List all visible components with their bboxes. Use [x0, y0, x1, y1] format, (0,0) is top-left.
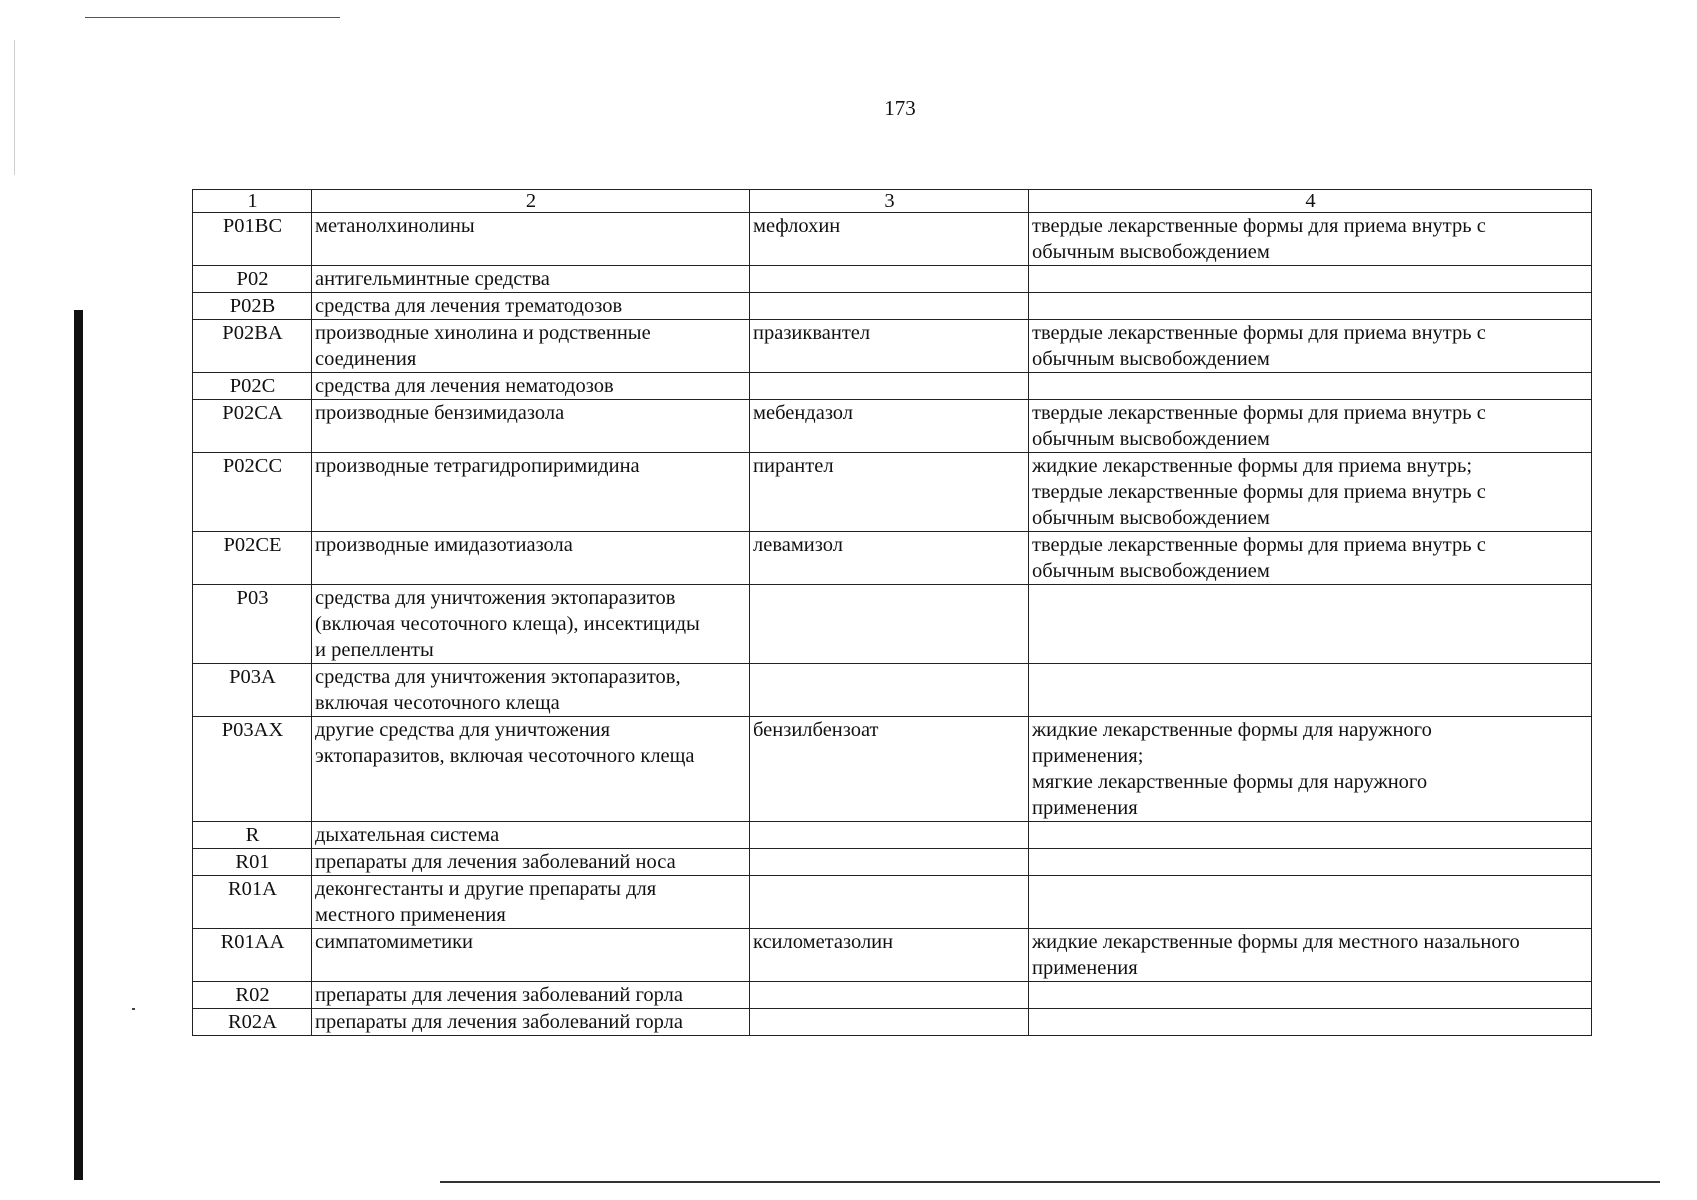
group-name-cell: [312, 585, 750, 664]
table-row: [193, 822, 1592, 849]
group-name-cell: [312, 664, 750, 717]
dosage-forms-cell: [1029, 664, 1592, 717]
group-name-line: производные бензимидазола: [315, 402, 565, 424]
header-cell-2: 2: [312, 190, 750, 213]
group-name-line: средства для лечения трематодозов: [315, 295, 623, 317]
drug-name-cell: левамизол: [750, 532, 1029, 585]
table-row: [193, 320, 1592, 373]
header-cell-1: 1: [193, 190, 312, 213]
dosage-form-line: обычным высвобождением: [1032, 348, 1270, 370]
atc-code-cell: P02CE: [193, 532, 312, 585]
group-name-line: (включая чесоточного клеща), инсектициды: [315, 613, 700, 635]
group-name-cell: [312, 213, 750, 266]
drug-name-cell: [750, 1009, 1029, 1036]
dosage-form-line: жидкие лекарственные формы для местного назального: [1032, 931, 1520, 953]
dosage-form-line: твердые лекарственные формы для приема внутрь с: [1032, 481, 1486, 503]
header-cell-4: 4: [1029, 190, 1592, 213]
table-row: [193, 213, 1592, 266]
drug-name-cell: бензилбензоат: [750, 717, 1029, 822]
group-name-cell: [312, 929, 750, 982]
group-name-line: эктопаразитов, включая чесоточного клеща: [315, 745, 695, 767]
group-name-line: препараты для лечения заболеваний горла: [315, 984, 683, 1006]
group-name-cell: [312, 320, 750, 373]
group-name-line: и репелленты: [315, 639, 434, 661]
table-header-row: [193, 190, 1592, 213]
dosage-form-line: обычным высвобождением: [1032, 241, 1270, 263]
atc-code-cell: R01: [193, 849, 312, 876]
group-name-line: антигельминтные средства: [315, 268, 550, 290]
group-name-line: другие средства для уничтожения: [315, 719, 611, 741]
group-name-line: препараты для лечения заболеваний носа: [315, 851, 676, 873]
group-name-line: средства для уничтожения эктопаразитов,: [315, 666, 681, 688]
group-name-line: производные тетрагидропиримидина: [315, 455, 640, 477]
atc-code-cell: R01A: [193, 876, 312, 929]
dosage-forms-cell: [1029, 453, 1592, 532]
atc-code-cell: R02A: [193, 1009, 312, 1036]
atc-code-cell: P02C: [193, 373, 312, 400]
group-name-cell: [312, 717, 750, 822]
dosage-form-line: твердые лекарственные формы для приема внутрь с: [1032, 215, 1486, 237]
table-row: [193, 532, 1592, 585]
scan-artifact-top-line: [85, 17, 340, 18]
group-name-line: симпатомиметики: [315, 931, 474, 953]
table-row: [193, 929, 1592, 982]
dosage-forms-cell: [1029, 320, 1592, 373]
table-row: [193, 982, 1592, 1009]
atc-code-cell: P02B: [193, 293, 312, 320]
group-name-cell: [312, 1009, 750, 1036]
table-row: [193, 849, 1592, 876]
group-name-cell: [312, 373, 750, 400]
drug-name-cell: мебендазол: [750, 400, 1029, 453]
drug-name-cell: [750, 585, 1029, 664]
dosage-form-line: применения;: [1032, 745, 1144, 767]
atc-code-cell: P02BA: [193, 320, 312, 373]
drug-name-cell: [750, 293, 1029, 320]
table-row: [193, 664, 1592, 717]
group-name-cell: [312, 822, 750, 849]
drug-name-cell: [750, 822, 1029, 849]
drug-name-cell: [750, 849, 1029, 876]
dosage-forms-cell: [1029, 266, 1592, 293]
atc-code-cell: P03A: [193, 664, 312, 717]
atc-code-cell: P02CC: [193, 453, 312, 532]
dosage-form-line: твердые лекарственные формы для приема внутрь с: [1032, 402, 1486, 424]
dosage-forms-cell: [1029, 532, 1592, 585]
atc-code-cell: P03AX: [193, 717, 312, 822]
dosage-forms-cell: [1029, 929, 1592, 982]
group-name-line: производные хинолина и родственные: [315, 322, 651, 344]
group-name-cell: [312, 266, 750, 293]
scan-artifact-dot: [132, 1008, 135, 1010]
group-name-line: включая чесоточного клеща: [315, 692, 560, 714]
scan-artifact-left-bar: [74, 310, 83, 1180]
dosage-forms-cell: [1029, 400, 1592, 453]
drug-name-cell: [750, 982, 1029, 1009]
drug-name-cell: [750, 664, 1029, 717]
table-row: [193, 293, 1592, 320]
group-name-cell: [312, 532, 750, 585]
atc-code-cell: R01AA: [193, 929, 312, 982]
atc-code-cell: R: [193, 822, 312, 849]
atc-code-cell: P02: [193, 266, 312, 293]
page-number: 173: [884, 96, 916, 120]
drug-name-cell: ксилометазолин: [750, 929, 1029, 982]
table-row: [193, 453, 1592, 532]
dosage-forms-cell: [1029, 822, 1592, 849]
dosage-forms-cell: [1029, 849, 1592, 876]
group-name-cell: [312, 453, 750, 532]
drug-name-cell: [750, 373, 1029, 400]
group-name-cell: [312, 982, 750, 1009]
drug-name-cell: мефлохин: [750, 213, 1029, 266]
atc-code-cell: P02CA: [193, 400, 312, 453]
dosage-form-line: твердые лекарственные формы для приема внутрь с: [1032, 534, 1486, 556]
group-name-line: соединения: [315, 348, 417, 370]
group-name-line: производные имидазотиазола: [315, 534, 573, 556]
dosage-form-line: обычным высвобождением: [1032, 507, 1270, 529]
dosage-form-line: обычным высвобождением: [1032, 560, 1270, 582]
scan-artifact-left-faint-line: [14, 40, 15, 175]
table-row: [193, 585, 1592, 664]
dosage-forms-cell: [1029, 876, 1592, 929]
dosage-forms-cell: [1029, 373, 1592, 400]
dosage-forms-cell: [1029, 213, 1592, 266]
table-row: [193, 266, 1592, 293]
group-name-line: препараты для лечения заболеваний горла: [315, 1011, 683, 1033]
atc-code-cell: P01BC: [193, 213, 312, 266]
group-name-line: средства для лечения нематодозов: [315, 375, 614, 397]
atc-code-cell: P03: [193, 585, 312, 664]
drug-name-cell: [750, 266, 1029, 293]
group-name-cell: [312, 293, 750, 320]
dosage-form-line: применения: [1032, 797, 1138, 819]
dosage-forms-cell: [1029, 1009, 1592, 1036]
dosage-forms-cell: [1029, 293, 1592, 320]
table-row: [193, 1009, 1592, 1036]
group-name-line: метанолхинолины: [315, 215, 475, 237]
group-name-cell: [312, 876, 750, 929]
table-row: [193, 876, 1592, 929]
drug-classification-table: [192, 189, 1592, 1036]
header-cell-3: 3: [750, 190, 1029, 213]
group-name-line: средства для уничтожения эктопаразитов: [315, 587, 676, 609]
dosage-forms-cell: [1029, 717, 1592, 822]
dosage-form-line: обычным высвобождением: [1032, 428, 1270, 450]
group-name-line: местного применения: [315, 904, 506, 926]
group-name-line: дыхательная система: [315, 824, 500, 846]
dosage-forms-cell: [1029, 585, 1592, 664]
dosage-form-line: жидкие лекарственные формы для приема внутрь;: [1032, 455, 1473, 477]
dosage-form-line: мягкие лекарственные формы для наружного: [1032, 771, 1428, 793]
table-body: [193, 213, 1592, 1036]
group-name-cell: [312, 849, 750, 876]
dosage-forms-cell: [1029, 982, 1592, 1009]
dosage-form-line: жидкие лекарственные формы для наружного: [1032, 719, 1432, 741]
table-row: [193, 717, 1592, 822]
dosage-form-line: твердые лекарственные формы для приема внутрь с: [1032, 322, 1486, 344]
table-row: [193, 373, 1592, 400]
drug-name-cell: [750, 876, 1029, 929]
atc-code-cell: R02: [193, 982, 312, 1009]
group-name-line: деконгестанты и другие препараты для: [315, 878, 657, 900]
table-row: [193, 400, 1592, 453]
dosage-form-line: применения: [1032, 957, 1138, 979]
drug-name-cell: пирантел: [750, 453, 1029, 532]
drug-name-cell: празиквантел: [750, 320, 1029, 373]
scan-artifact-bottom-line: [440, 1181, 1660, 1183]
group-name-cell: [312, 400, 750, 453]
